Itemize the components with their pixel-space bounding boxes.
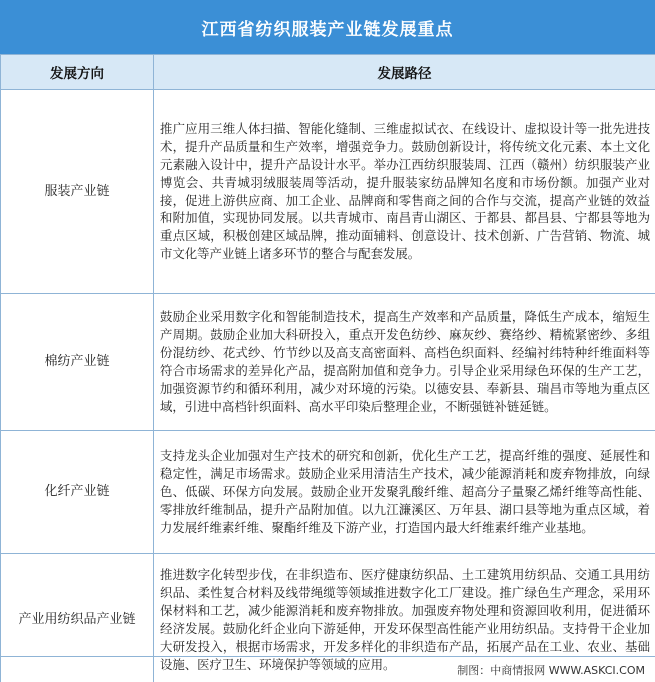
header-path: 发展路径 xyxy=(154,55,655,90)
source-text: 制图：中商情报网 WWW.ASKCI.COM xyxy=(457,664,645,677)
table-header-row xyxy=(1,55,655,90)
table-row xyxy=(1,90,655,294)
page-title-text: 江西省纺织服装产业链发展重点 xyxy=(201,19,454,40)
row-direction: 棉纺产业链 xyxy=(1,294,154,431)
row-path: 推进数字化转型步伐，在非织造布、医疗健康纺织品、土工建筑用纺织品、交通工具用纺织品、柔性复合材料及线带绳缆等领域推进数字化工厂建设。推广绿色生产理念，采用环保材料和工艺，减少能源消耗和废弃物排放。加强废弃物处理和资源回收利用，促进循环经济发展。鼓励化纤企业向下游延伸，开发环保型高性能产业用纺织品。支持骨干企业加大研发投入，根据市场需求，开发多样化的非织造布产品，拓展产品在工业、农业、基础设施、医疗卫生、环境保护等领域的应用。 xyxy=(154,554,655,682)
row-path: 推广应用三维人体扫描、智能化缝制、三维虚拟试衣、在线设计、虚拟设计等一批先进技术，提升产品质量和生产效率，增强竞争力。鼓励创新设计，将传统文化元素、本土文化元素融入设计中，提升产品设计水平。举办江西纺织服装周、江西（赣州）纺织服装产业博览会、共青城羽绒服装周等活动，提升服装家纺品牌知名度和市场份额。加强产业对接，促进上游供应商、加工企业、品牌商和零售商之间的合作与交流，提高产业链的效益和附加值，实现协同发展。以共青城市、南昌青山湖区、于都县、都昌县、宁都县等地为重点区域，积极创建区域品牌，推动面辅料、创意设计、技术创新、广告营销、物流、城市文化等产业链上诸多环节的整合与配套发展。 xyxy=(154,90,655,294)
header-direction: 发展方向 xyxy=(1,55,154,90)
development-table xyxy=(0,54,655,682)
row-direction: 产业用纺织品产业链 xyxy=(1,554,154,682)
source-footer xyxy=(0,656,655,682)
row-path: 鼓励企业采用数字化和智能制造技术，提高生产效率和产品质量，降低生产成本，缩短生产周期。鼓励企业加大科研投入，重点开发色纺纱、麻灰纱、赛络纱、精梳紧密纱、多组份混纺纱、花式纱、竹节纱以及高支高密面料、高档色织面料、经编衬纬特种纤维面料等符合市场需求的差异化产品，提高附加值和竞争力。引导企业采用绿色环保的生产工艺，加强资源节约和循环利用，减少对环境的污染。以德安县、奉新县、瑞昌市等地为重点区域，引进中高档针织面料、高水平印染后整理企业，不断强链补链延链。 xyxy=(154,294,655,431)
page-title xyxy=(0,0,655,54)
row-path: 支持龙头企业加强对生产技术的研究和创新，优化生产工艺，提高纤维的强度、延展性和稳定性，满足市场需求。鼓励企业采用清洁生产技术，减少能源消耗和废弃物排放，向绿色、低碳、环保方向发展。鼓励企业开发聚乳酸纤维、超高分子量聚乙烯纤维等高性能、零排放纤维制品，提升产品附加值。以九江濂溪区、万年县、湖口县等地为重点区域，着力发展纤维素纤维、聚酯纤维及下游产业，打造国内最大纤维素纤维产业基地。 xyxy=(154,431,655,554)
table-row xyxy=(1,431,655,554)
row-direction: 服装产业链 xyxy=(1,90,154,294)
row-direction: 化纤产业链 xyxy=(1,431,154,554)
table-row xyxy=(1,294,655,431)
